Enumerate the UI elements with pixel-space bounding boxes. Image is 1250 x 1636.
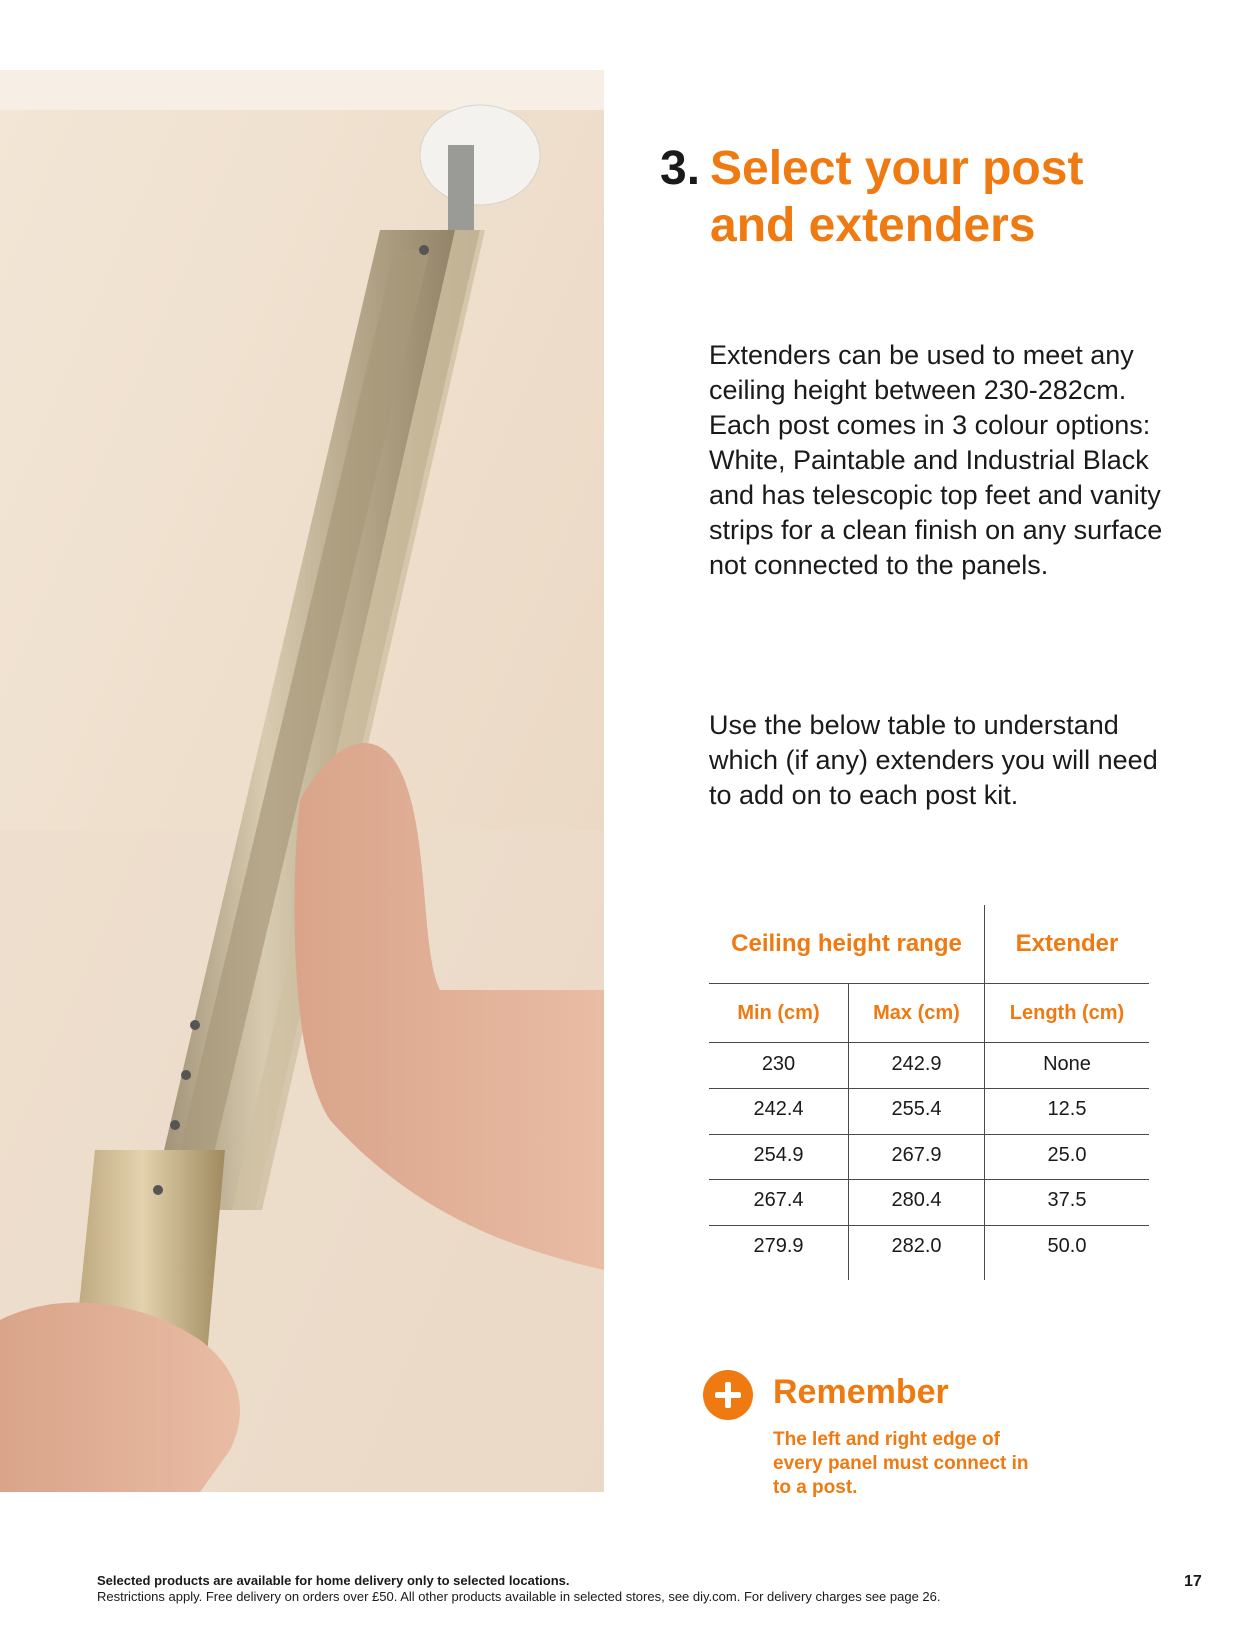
product-photo	[0, 70, 604, 1492]
table-cell: 267.9	[891, 1144, 942, 1166]
table-cell: 230	[761, 1053, 796, 1075]
table-cell: 242.4	[753, 1098, 804, 1120]
table-rule	[709, 1042, 1149, 1043]
table-cell: 267.4	[753, 1189, 804, 1211]
table-cell: 279.9	[753, 1235, 804, 1257]
extender-table	[709, 905, 1149, 1275]
table-rule	[709, 1179, 1149, 1180]
table-cell: None	[1043, 1053, 1091, 1075]
header-extender: Extender	[1015, 930, 1119, 957]
table-cell: 37.5	[1047, 1189, 1087, 1211]
table-cell: 50.0	[1047, 1235, 1087, 1257]
table-rule	[709, 1134, 1149, 1135]
footer-restrictions: Restrictions apply. Free delivery on orders over £50. All other products available in selected stores, see diy.com. For delivery charges see page 26.	[97, 1589, 941, 1604]
table-cell: 280.4	[891, 1189, 942, 1211]
table-cell: 282.0	[891, 1235, 942, 1257]
table-rule	[709, 1225, 1149, 1226]
table-rule	[709, 983, 1149, 984]
intro-paragraph: Extenders can be used to meet any ceiling height between 230-282cm. Each post comes in 3 colour options: White, Paintable and Industrial Black and has telescopic top feet and vanity strips for a clean finish on any surface not connected to the panels.	[709, 340, 1163, 580]
table-cell: 25.0	[1047, 1144, 1087, 1166]
page-number: 17	[1184, 1573, 1202, 1590]
table-cell: 254.9	[753, 1144, 804, 1166]
col-min: Min (cm)	[737, 1002, 820, 1024]
remember-body: The left and right edge of every panel must connect in to a post.	[773, 1429, 1029, 1498]
table-intro-paragraph: Use the below table to understand which (if any) extenders you will need to add on to each post kit.	[709, 710, 1158, 810]
post-illustration	[0, 70, 604, 1492]
remember-title: Remember	[773, 1373, 949, 1411]
footer-delivery-note: Selected products are available for home delivery only to selected locations.	[97, 1573, 570, 1588]
plus-circle-icon	[703, 1370, 753, 1420]
table-cell: 255.4	[891, 1098, 942, 1120]
section-title: Select your post and extenders	[710, 142, 1084, 252]
table-cell: 12.5	[1047, 1098, 1087, 1120]
step-number: 3.	[660, 142, 701, 195]
table-cell: 242.9	[891, 1053, 942, 1075]
header-ceiling-height-range: Ceiling height range	[731, 930, 962, 957]
col-max: Max (cm)	[873, 1002, 960, 1024]
table-rule	[709, 1088, 1149, 1089]
col-length: Length (cm)	[1009, 1002, 1125, 1024]
